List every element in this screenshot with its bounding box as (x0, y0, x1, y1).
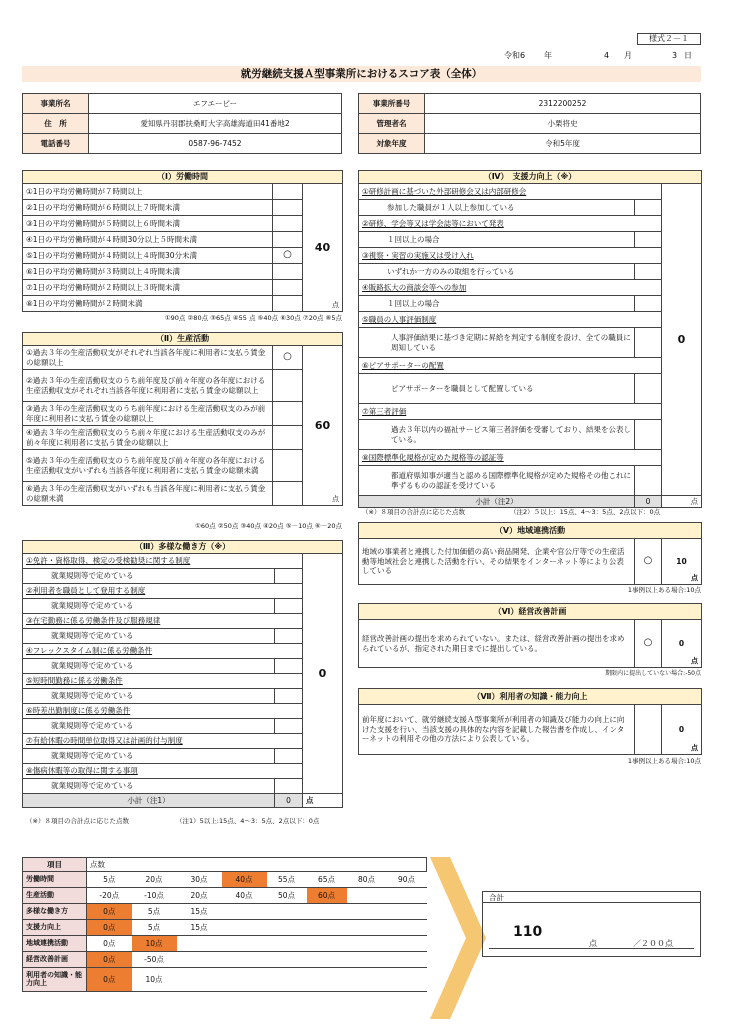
table-cell: 経営改善計画の提出を求められていない。または、経営改善計画の提出を求められているが、指定された期日までに提出している。 (359, 620, 635, 668)
empty-cell (275, 779, 303, 794)
table-cell: 就業規則等で定めている (23, 719, 275, 734)
section-title: （Ⅳ） 支援力向上（※） (359, 171, 702, 184)
empty-cell (275, 599, 303, 614)
empty-cell (273, 482, 303, 506)
section-score: 60 (314, 418, 331, 432)
summary-row-label: 労働時間 (23, 872, 87, 888)
table-cell: ⑤短時間勤務に係る労働条件 (23, 674, 303, 689)
table-cell: 60 点 (303, 346, 343, 506)
table-cell: ①過去３年の生産活動収支がそれぞれ当該各年度に利用者に支払う賃金の総額以上 (23, 346, 273, 370)
section-note: 1事例以上ある場合:10点 (627, 586, 701, 594)
table-cell: ⑦有給休暇の時間単位取得又は計画的付与制度 (23, 734, 303, 749)
summary-cell: 40点 (222, 888, 267, 904)
section-community (358, 522, 702, 585)
section-title: （Ⅴ）地域連携活動 (359, 523, 702, 539)
empty-cell (222, 968, 267, 992)
form-number: 様式２－１ (637, 33, 701, 45)
summary-cell: 10点 (132, 968, 177, 992)
summary-cell: 50点 (267, 888, 307, 904)
table-cell: 就業規則等で定めている (23, 779, 275, 794)
summary-cell: 0点 (87, 904, 132, 920)
section-title: （Ⅱ）生産活動 (23, 333, 343, 346)
table-cell: 就業規則等で定めている (23, 659, 275, 674)
office-phone: 0587-96-7452 (89, 134, 342, 154)
subtotal-value: 0 (635, 496, 662, 508)
summary-cell: 0点 (87, 952, 132, 968)
empty-cell (635, 264, 662, 280)
empty-cell (177, 968, 222, 992)
section-note: ①60点 ②50点 ③40点 ④20点 ⑤－10点 ⑥－20点 (195, 522, 342, 530)
table-cell: ピアサポーターを職員として配置している (359, 374, 635, 404)
empty-cell (347, 920, 387, 936)
table-cell: ⑧1日の平均労働時間が２時間未満 (23, 296, 273, 312)
empty-cell (635, 200, 662, 216)
empty-cell (387, 968, 427, 992)
empty-cell (273, 280, 303, 296)
empty-cell (347, 904, 387, 920)
empty-cell (273, 370, 303, 402)
table-cell: 0 点 (662, 620, 702, 668)
table-cell: ③視察・実習の実施又は受け入れ (359, 248, 662, 264)
table-cell: 就業規則等で定めている (23, 599, 275, 614)
summary-row-label: 生産活動 (23, 888, 87, 904)
empty-cell (387, 920, 427, 936)
table-cell: ④過去３年の生産活動収支のうち前々年度における生産活動収支のみが前々年度に利用者に支払う賃金の総額以上 (23, 426, 273, 450)
summary-cell: -10点 (132, 888, 177, 904)
office-info-table (22, 93, 342, 154)
empty-cell (177, 936, 222, 952)
section-working-hours (22, 170, 343, 312)
table-cell: ⑥ピアサポーターの配置 (359, 358, 662, 374)
summary-row-label: 多様な働き方 (23, 904, 87, 920)
table-cell: ①研修計画に基づいた外部研修会又は内部研修会 (359, 184, 662, 200)
summary-cell: 60点 (307, 888, 347, 904)
section-note: 1事例以上ある場合:10点 (627, 757, 701, 765)
office-number: 2312200252 (425, 94, 701, 114)
subtotal-label: 小計（注2） (359, 496, 635, 508)
empty-cell (222, 952, 267, 968)
manager-name: 小栗将史 (425, 114, 701, 134)
empty-cell (267, 936, 307, 952)
empty-cell (347, 952, 387, 968)
table-cell: 住 所 (23, 114, 89, 134)
summary-cell: 65点 (307, 872, 347, 888)
empty-cell (273, 296, 303, 312)
empty-cell (307, 952, 347, 968)
office-info-right-table (358, 93, 701, 154)
empty-cell (635, 374, 662, 404)
table-cell: ⑧国際標準化規格が定めた規格等の認証等 (359, 450, 662, 466)
summary-cell: 0点 (87, 920, 132, 936)
table-cell: 参加した職員が１人以上参加している (359, 200, 635, 216)
empty-cell (387, 888, 427, 904)
table-cell: 就業規則等で定めている (23, 569, 275, 584)
summary-cell: -20点 (87, 888, 132, 904)
empty-cell (635, 296, 662, 312)
empty-cell (273, 402, 303, 426)
table-cell: ④販路拡大の商談会等への参加 (359, 280, 662, 296)
table-cell: ③在宅勤務に係る労働条件及び服務規律 (23, 614, 303, 629)
section-note: （※）８項目の合計点に応じた点数 (26, 817, 129, 825)
table-cell: １回以上の場合 (359, 232, 635, 248)
summary-cell: 5点 (87, 872, 132, 888)
empty-cell (635, 705, 662, 755)
empty-cell (273, 184, 303, 200)
section-note: （注1）5以上:15点、4～3：5点、2点以下：0点 (176, 817, 320, 825)
summary-row-label: 経営改善計画 (23, 952, 87, 968)
subtotal-value: 0 (275, 794, 303, 808)
section-score: 0 (662, 184, 702, 496)
section-title: （Ⅲ）多様な働き方（※） (23, 541, 343, 554)
office-name: エフエービー (89, 94, 342, 114)
section-score: 0 (678, 638, 685, 648)
table-cell: 点数 (87, 858, 427, 872)
empty-cell (222, 936, 267, 952)
summary-cell: 80点 (347, 872, 387, 888)
table-cell: ②利用者を職員として登用する制度 (23, 584, 303, 599)
empty-cell (635, 328, 662, 358)
empty-cell (275, 749, 303, 764)
summary-cell: 90点 (387, 872, 427, 888)
summary-table (22, 857, 427, 992)
section-work-styles (22, 540, 343, 808)
table-cell: ②1日の平均労働時間が６時間以上７時間未満 (23, 200, 273, 216)
table-cell: 人事評価結果に基づき定期に昇給を判定する制度を設け、全ての職員に周知している (359, 328, 635, 358)
empty-cell (275, 629, 303, 644)
empty-cell (267, 904, 307, 920)
table-cell: ⑤過去３年の生産活動収支のうち前年度及び前々年度の各年度における生産活動収支がいずれも当該各年度に利用者に支払う賃金の総額未満 (23, 450, 273, 482)
summary-cell: 40点 (222, 872, 267, 888)
empty-cell (267, 968, 307, 992)
section-title: （Ⅰ）労働時間 (23, 171, 343, 184)
empty-cell (275, 659, 303, 674)
table-cell: ⑤1日の平均労働時間が４時間以上４時間30分未満 (23, 248, 273, 264)
table-cell: 管理者名 (359, 114, 425, 134)
section-score: 40 (314, 240, 331, 254)
empty-cell (635, 420, 662, 450)
summary-cell: 15点 (177, 920, 222, 936)
empty-cell (273, 426, 303, 450)
table-cell: ①1日の平均労働時間が７時間以上 (23, 184, 273, 200)
table-cell: ④フレックスタイム制に係る労働条件 (23, 644, 303, 659)
summary-cell: -50点 (132, 952, 177, 968)
summary-row-label: 地域連携活動 (23, 936, 87, 952)
empty-cell (635, 232, 662, 248)
table-cell: ⑧傷病休暇等の取得に関する事項 (23, 764, 303, 779)
table-cell: ⑥過去３年の生産活動収支がいずれも当該各年度に利用者に支払う賃金の総額未満 (23, 482, 273, 506)
empty-cell (275, 569, 303, 584)
table-cell: ○ (273, 346, 303, 370)
summary-row-label: 支援力向上 (23, 920, 87, 936)
summary-cell: 0点 (87, 936, 132, 952)
summary-cell: 0点 (87, 968, 132, 992)
empty-cell (222, 904, 267, 920)
empty-cell (267, 920, 307, 936)
empty-cell (177, 952, 222, 968)
table-cell: 地域の事業者と連携した付加価値の高い商品開発、企業や官公庁等での生産活動等地域社会と連携した活動を行い、その結果をインターネット等により公表している (359, 539, 635, 585)
section-title: （Ⅶ）利用者の知識・能力向上 (359, 689, 702, 705)
table-cell: ○ (273, 248, 303, 264)
section-support-capacity (358, 170, 702, 508)
table-cell: 事業所名 (23, 94, 89, 114)
summary-row-label: 利用者の知識・能力向上 (23, 968, 87, 992)
empty-cell (275, 719, 303, 734)
empty-cell (387, 952, 427, 968)
table-cell: 過去３年以内の福祉サービス第三者評価を受審しており、結果を公表している。 (359, 420, 635, 450)
summary-cell: 20点 (177, 888, 222, 904)
section-note: 期限内に提出していない場合:-50点 (605, 670, 701, 677)
table-cell: 10 点 (662, 539, 702, 585)
empty-cell (273, 200, 303, 216)
table-cell: ②過去３年の生産活動収支のうち前年度及び前々年度の各年度における生産活動収支がそれぞれ当該各年度に利用者に支払う賃金の総額以上 (23, 370, 273, 402)
section-score: 0 (678, 724, 685, 734)
total-unit: 点 (589, 939, 597, 948)
summary-cell: 5点 (132, 920, 177, 936)
subtotal-label: 小計（注1） (23, 794, 275, 808)
summary-cell: 55点 (267, 872, 307, 888)
empty-cell (307, 936, 347, 952)
table-cell: ③1日の平均労働時間が５時間以上６時間未満 (23, 216, 273, 232)
table-cell: 点 (662, 496, 702, 508)
empty-cell (273, 450, 303, 482)
table-cell: ⑦第三者評価 (359, 404, 662, 420)
table-cell: 就業規則等で定めている (23, 689, 275, 704)
summary-cell: 30点 (177, 872, 222, 888)
table-cell: 40 点 (303, 184, 343, 312)
total-value: 110 (513, 924, 543, 940)
table-cell: 対象年度 (359, 134, 425, 154)
empty-cell (387, 904, 427, 920)
table-cell: 就業規則等で定めている (23, 629, 275, 644)
table-cell: 項目 (23, 858, 87, 872)
summary-cell: 20点 (132, 872, 177, 888)
empty-cell (273, 232, 303, 248)
table-cell: 電話番号 (23, 134, 89, 154)
table-cell: ①免許・資格取得、検定の受検勧奨に関する制度 (23, 554, 303, 569)
table-cell: ④1日の平均労働時間が４時間30分以上５時間未満 (23, 232, 273, 248)
empty-cell (347, 936, 387, 952)
total-max: ／２００点 (633, 939, 673, 948)
empty-cell (267, 952, 307, 968)
table-cell: ⑤職員の人事評価制度 (359, 312, 662, 328)
table-cell: ○ (635, 539, 662, 585)
table-cell: ②研修、学会等又は学会誌等において発表 (359, 216, 662, 232)
table-cell: 都道府県知事が適当と認める国際標準化規格が定めた規格その他これに準ずるものの認証を受けている (359, 466, 635, 496)
table-cell: 点 (303, 794, 343, 808)
section-score: 0 (303, 554, 343, 794)
total-label: 合計 (483, 892, 700, 903)
empty-cell (347, 888, 387, 904)
empty-cell (273, 264, 303, 280)
table-cell: ○ (635, 620, 662, 668)
table-cell: 前年度において、就労継続支援Ａ型事業所が利用者の知識及び能力の向上に向けた支援を行い、当該支援の具体的な内容を記載した報告書を作成し、インターネットの利用その他の方法により公表している。 (359, 705, 635, 755)
empty-cell (275, 689, 303, 704)
summary-cell: 5点 (132, 904, 177, 920)
office-address: 愛知県丹羽郡扶桑町大字高雄海道田41番地2 (89, 114, 342, 134)
section-note: （注2）５以上：15点、4～3：5点、2点以下：0点 (510, 508, 661, 516)
summary-cell: 10点 (132, 936, 177, 952)
total-box (482, 891, 701, 957)
section-production (22, 332, 343, 506)
table-cell: いずれか一方のみの取組を行っている (359, 264, 635, 280)
target-year: 令和5年度 (425, 134, 701, 154)
summary-cell: 15点 (177, 904, 222, 920)
empty-cell (635, 466, 662, 496)
section-title: （Ⅵ）経営改善計画 (359, 604, 702, 620)
empty-cell (387, 936, 427, 952)
section-note: ①90点 ②80点 ③65点 ④55 点 ⑤40点 ⑥30点 ⑦20点 ⑧5点 (164, 314, 342, 322)
arrow-right-icon (430, 857, 488, 1019)
table-cell: 就業規則等で定めている (23, 749, 275, 764)
empty-cell (307, 904, 347, 920)
table-cell: １回以上の場合 (359, 296, 635, 312)
section-user-skills (358, 688, 702, 755)
empty-cell (222, 920, 267, 936)
empty-cell (307, 920, 347, 936)
table-cell: ⑥1日の平均労働時間が３時間以上４時間未満 (23, 264, 273, 280)
empty-cell (347, 968, 387, 992)
page-title: 就労継続支援Ａ型事業所におけるスコア表（全体） (22, 66, 701, 82)
section-management-plan (358, 603, 702, 668)
empty-cell (307, 968, 347, 992)
empty-cell (273, 216, 303, 232)
table-cell: ③過去３年の生産活動収支のうち前年度における生産活動収支のみが前年度に利用者に支払う賃金の総額以上 (23, 402, 273, 426)
section-score: 10 (676, 556, 687, 566)
table-cell: ⑥時差出勤制度に係る労働条件 (23, 704, 303, 719)
table-cell: ⑦1日の平均労働時間が２時間以上３時間未満 (23, 280, 273, 296)
table-cell: 事業所番号 (359, 94, 425, 114)
section-note: （※）８項目の合計点に応じた点数 (362, 508, 465, 516)
table-cell: 0 点 (662, 705, 702, 755)
